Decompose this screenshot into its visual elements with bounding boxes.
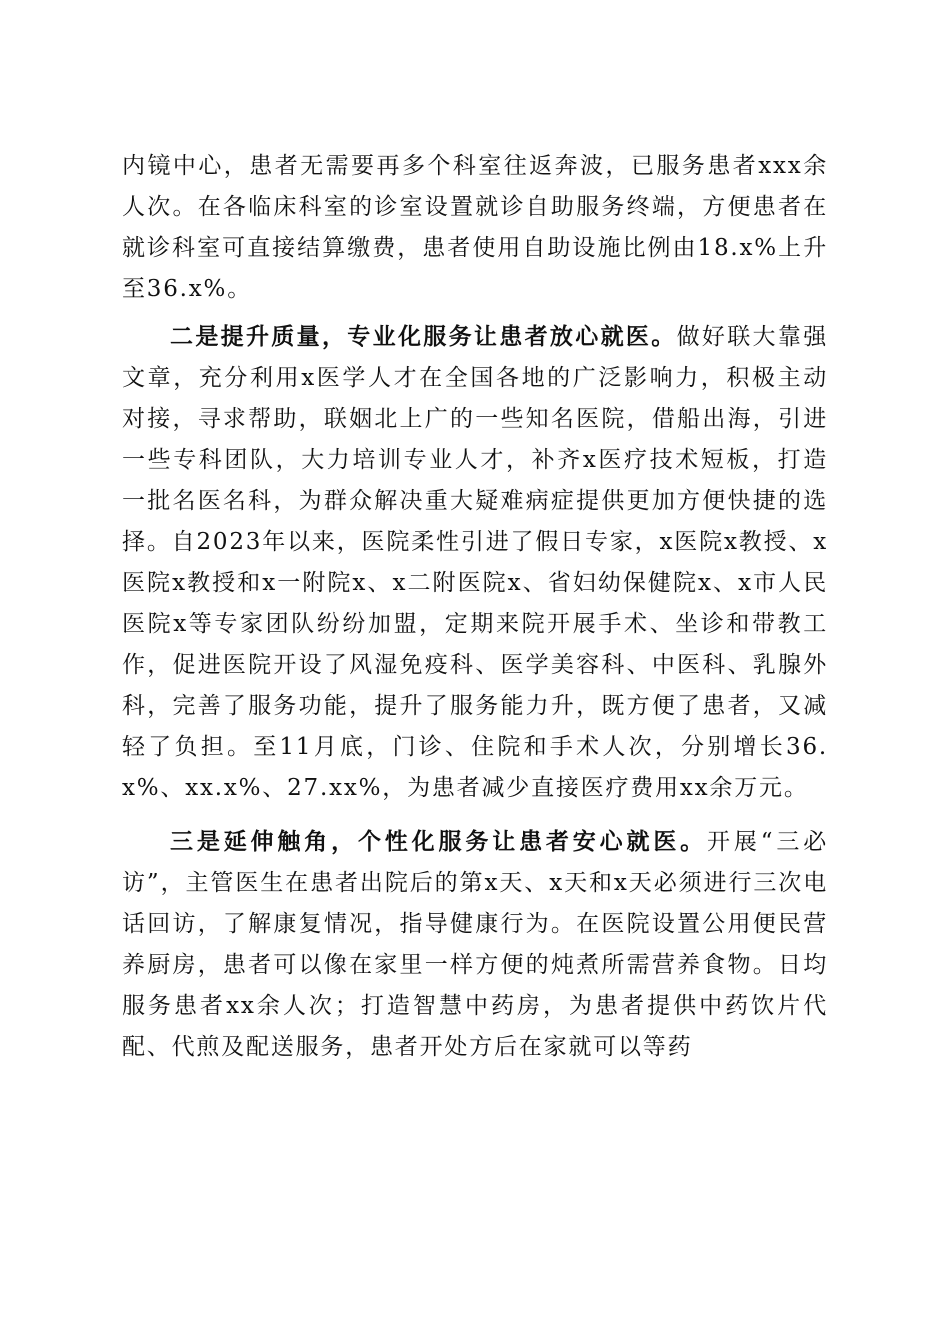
paragraph-2 [122,316,828,809]
paragraph-2-text: 做好联大靠强文章，充分利用x医学人才在全国各地的广泛影响力，积极主动对接，寻求帮助，联姻北上广的一些知名医院，借船出海，引进一些专科团队，大力培训专业人才，补齐x医疗技术短板，打造一批名医名科，为群众解决重大疑难病症提供更加方便快捷的选择。自2023年以来，医院柔性引进了假日专家，x医院x教授、x医院x教授和x一附院x、x二附医院x、省妇幼保健院x、x市人民医院x等专家团队纷纷加盟，定期来院开展手术、坐诊和带教工作，促进医院开设了风湿免疫科、医学美容科、中医科、乳腺外科，完善了服务功能，提升了服务能力升，既方便了患者，又减轻了负担。至11月底，门诊、住院和手术人次，分别增长36.x%、xx.x%、27.xx%，为患者减少直接医疗费用xx余万元。 [122,324,828,801]
paragraph-1 [122,146,828,310]
document-body [122,146,828,1068]
paragraph-3-text: 开展“三必访”，主管医生在患者出院后的第x天、x天和x天必须进行三次电话回访，了解康复情况，指导健康行为。在医院设置公用便民营养厨房，患者可以像在家里一样方便的炖煮所需营养食物。日均服务患者xx余人次；打造智慧中药房，为患者提供中药饮片代配、代煎及配送服务，患者开处方后在家就可以等药 [122,829,828,1060]
paragraph-3-heading: 三是延伸触角，个性化服务让患者安心就医。 [170,828,708,855]
paragraph-3 [122,821,828,1068]
paragraph-1-text: 内镜中心，患者无需要再多个科室往返奔波，已服务患者xxx余人次。在各临床科室的诊室设置就诊自助服务终端，方便患者在就诊科室可直接结算缴费，患者使用自助设施比例由18.x%上升至36.x%。 [122,153,828,302]
paragraph-2-heading: 二是提升质量，专业化服务让患者放心就医。 [170,323,677,350]
